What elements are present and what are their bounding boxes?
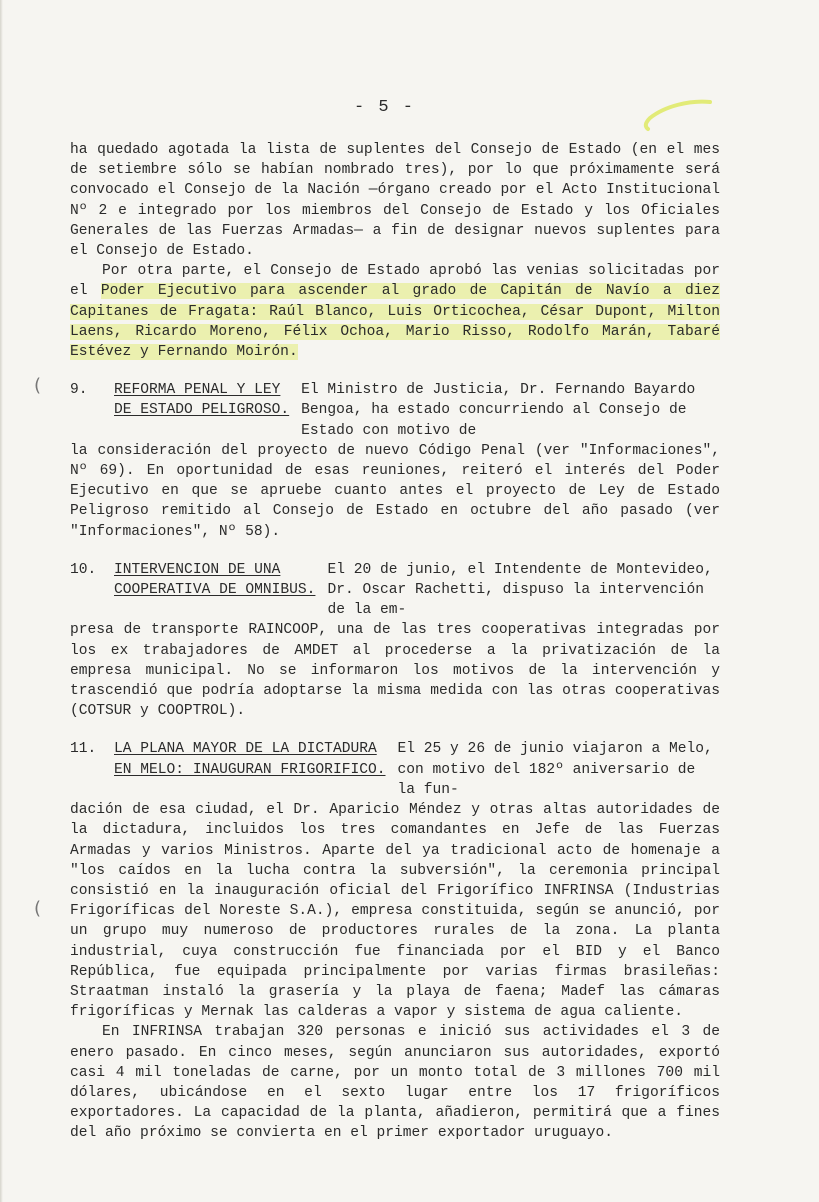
section-title-line: EN MELO: INAUGURAN FRIGORIFICO. [114,761,386,778]
section-plana-mayor [34,739,720,1143]
section-body-text: presa de transporte RAINCOOP, una de las tres cooperativas integradas por los ex trabajadores de AMDET al procederse a la privatización de la empresa municipal. No se informaron los motivos de la intervención y trascendió que podría adoptarse la misma medida con las otras cooperativas (COTSUR y COOPTROL). [70,622,720,720]
section-body-text: la consideración del proyecto de nuevo Código Penal (ver "Informaciones", Nº 69). En oportunidad de esas reuniones, reiteró el interés del Poder Ejecutivo en que se apruebe cuanto antes el proyecto de Ley de Estado Peligroso remitido al Consejo de Estado en octubre del año pasado (ver "Informaciones", Nº 58). [70,442,720,540]
section-title [114,380,289,420]
section-title-line: DE ESTADO PELIGROSO. [114,402,290,419]
highlighted-passage: Poder Ejecutivo para ascender al grado de Capitán de Navío a diez Capitanes de Fragata: Raúl Blanco, Luis Orticochea, César Dupont, Milton Laens, Ricardo Moreno, Félix Ochoa, Mario Risso, Rodolfo Marán, Tabaré Estévez y Fernando Moirón. [70,283,720,361]
paragraph-venias [70,261,720,362]
section-lead-text: El Ministro de Justicia, Dr. Fernando Bayardo Bengoa, ha estado concurriendo al Consejo de Estado con motivo de [301,382,696,439]
section-lead-text: El 25 y 26 de junio viajaron a Melo, con motivo del 182º aniversario de la fun- [397,741,713,798]
page-edge [0,0,3,1202]
section-number: 10. [70,561,97,578]
section-reforma-penal [34,375,720,542]
section-title-line: REFORMA PENAL Y LEY [114,382,281,399]
section-title [114,739,386,779]
paragraph-venias-text: Por otra parte, el Consejo de Estado aprobó las venias solicitadas por el [70,263,720,300]
section-header [70,739,720,800]
section-number: 9. [70,382,88,399]
page-number: - 5 - [354,98,416,117]
section-title-line: COOPERATIVA DE OMNIBUS. [114,582,316,599]
section-body-text: dación de esa ciudad, el Dr. Aparicio Méndez y otras altas autoridades de la dictadura, incluidos los tres comandantes en Jefe de las Fuerzas Armadas y varios Ministros. Aparte del ya tradicional acto de homenaje a "los caídos en la lucha contra la subversión", la ceremonia principal consistió en la inauguración oficial del Frigorífico INFRINSA (Industrias Frigoríficas del Noreste S.A.), empresa constituida, según se anunció, por un grupo muy numeroso de productores rurales de la zona. La planta industrial, cuya construcción fue financiada por el BID y el Banco República, fue equipada principalmente por varias firmas brasileñas: Straatman instaló la grasería y la playa de faena; Madef las cámaras frigoríficas y Mernak las calderas a vapor y sistema de agua caliente. [70,802,720,1021]
margin-bracket-mark: ( [34,375,42,397]
section-title-line: INTERVENCION DE UNA [114,561,281,578]
paragraph-consejo-nacion: ha quedado agotada la lista de suplentes del Consejo de Estado (en el mes de setiembre sólo se habían nombrado tres), por lo que próximamente será convocado el Consejo de la Nación —órgano creado por el Acto Institucional Nº 2 e integrado por los miembros del Consejo de Estado y los Oficiales Generales de las Fuerzas Armadas— a fin de designar nuevos suplentes para el Consejo de Estado. [70,142,720,260]
section-number: 11. [70,741,97,758]
highlighter-stroke-icon [640,96,712,136]
document-body [34,140,720,1144]
section-extra-text: En INFRINSA trabajan 320 personas e inició sus actividades el 3 de enero pasado. En cinco meses, según anunciaron sus autoridades, exportó casi 4 mil toneladas de carne, por un monto total de 3 millones 700 mil dólares, ubicándose en el sexto lugar entre los 17 frigoríficos exportadores. La capacidad de la planta, añadieron, permitirá que a fines del año próximo se convierta en el primer exportador uruguayo. [70,1024,720,1142]
margin-bracket-mark: ( [34,898,42,920]
section-intervencion-cooperativa [70,560,720,722]
section-lead-text: El 20 de junio, el Intendente de Montevideo, Dr. Oscar Rachetti, dispuso la intervención de la em- [327,561,713,619]
section-title-line: LA PLANA MAYOR DE LA DICTADURA [114,741,377,758]
section-title [114,560,315,600]
section-header [70,380,720,441]
section-header [70,560,720,621]
